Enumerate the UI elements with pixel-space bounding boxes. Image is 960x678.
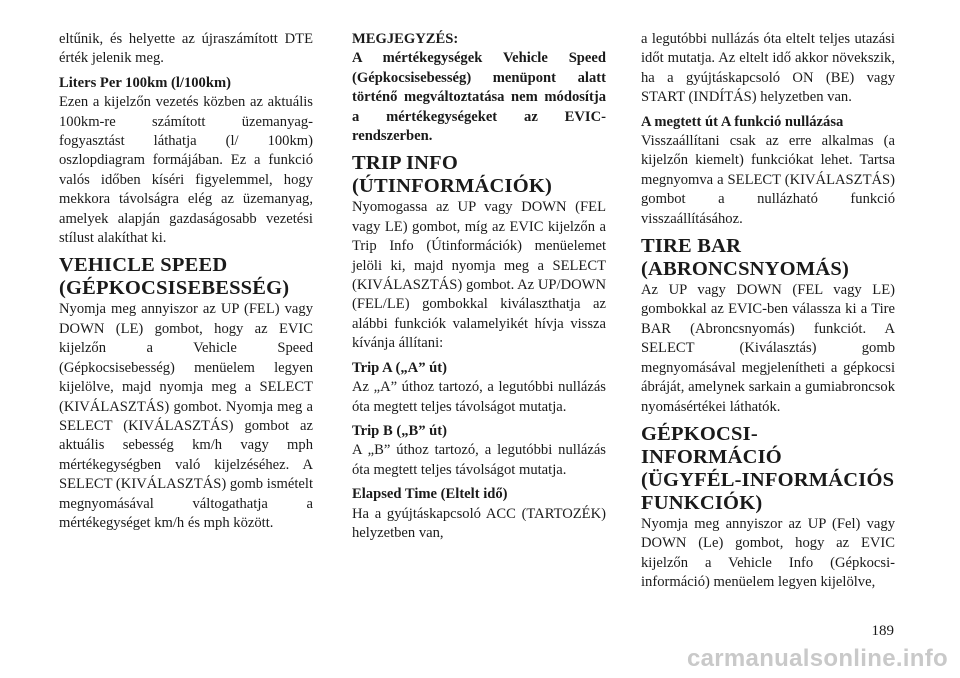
column-middle [352,30,606,548]
trip-a-paragraph: Az „A” úthoz tartozó, a legutóbbi nullázás óta megtett teljes távolságot mutatja. [352,379,606,415]
vehicle-speed-heading-line2: (GÉPKOCSISEBESSÉG) [59,277,290,300]
tire-bar-heading-line1: TIRE BAR [641,235,742,258]
note-heading: MEGJEGYZÉS: [352,31,459,47]
vehicle-info-heading-line1: GÉPKOCSI-INFORMÁCIÓ [641,422,782,468]
liters-per-100km-paragraph: Ezen a kijelzőn vezetés közben az aktuális 100km-re számított üzemanyag-fogyasztást láthatja (l/ 100km) oszlopdiagram formájában. Ez a funkció valós időben kíséri figyelemmel, hogy mekkora távolságra elég az üzemanyag, amelyek alapján gazdaságosabb vezetési stílust alakíthat ki. [59,94,313,247]
trip-info-paragraph: Nyomogassa az UP vagy DOWN (FEL vagy LE) gombot, míg az EVIC kijelzőn a Trip Info (Útinformációk) menüelemet jelöli ki, majd nyomja meg a SELECT (KIVÁLASZTÁS) gombot. Az UP/DOWN (FEL/LE) gombokkal kiválaszthatja az alábbi funkciók valamelyikét hívja vissza kívánja állítani: [352,199,606,352]
page-number: 189 [871,623,894,639]
elapsed-time-continued-paragraph: a legutóbbi nullázás óta eltelt teljes utazási időt mutatja. Az eltelt idő akkor növekszik, ha a gyújtáskapcsoló ON (BE) vagy START (INDÍTÁS) helyzetben van. [641,31,895,106]
tire-bar-paragraph: Az UP vagy DOWN (FEL vagy LE) gombokkal az EVIC-ben válassza ki a Tire BAR (Abroncsnyomás) funkciót. A SELECT (Kiválasztás) gomb megnyomásával megjelenítheti a gépkocsi ábráját, amelynek sarkain a gumiabroncsok nyomásértékei láthatók. [641,282,895,415]
vehicle-info-paragraph: Nyomja meg annyiszor az UP (Fel) vagy DOWN (Le) gombot, hogy az EVIC kijelzőn a Vehicle Info (Gépkocsi-információ) menüelem legyen kijelölve, [641,515,895,591]
trip-info-heading-line2: (ÚTINFORMÁCIÓK) [352,175,553,198]
vehicle-speed-heading-line1: VEHICLE SPEED [59,254,228,277]
elapsed-time-paragraph: Ha a gyújtáskapcsoló ACC (TARTOZÉK) helyzetben van, [352,505,606,541]
vehicle-info-heading-line2: (ÜGYFÉL-INFORMÁCIÓS [641,468,895,491]
reset-heading: A megtett út A funkció nullázása [641,113,844,130]
vehicle-info-heading [641,423,895,515]
vehicle-speed-heading [59,254,313,300]
reset-paragraph: Visszaállítani csak az erre alkalmas (a kijelzőn kiemelt) funkciókat lehet. Tartsa megnyomva a SELECT (KIVÁLASZTÁS) gombot a nullázható funkció visszaállításához. [641,133,895,227]
liters-per-100km-heading: Liters Per 100km (l/100km) [59,74,231,91]
trip-a-heading: Trip A („A” út) [352,359,448,376]
vehicle-speed-paragraph: Nyomja meg annyiszor az UP (FEL) vagy DOWN (LE) gombot, hogy az EVIC kijelzőn a Vehicle Speed (Gépkocsisebesség) menüelem legyen kijelölve, majd nyomja meg a SELECT (KIVÁLASZTÁS) gombot. Nyomja meg a SELECT (KIVÁLASZTÁS) gombot az aktuális sebesség km/h vagy mph mértékegységben való kijelzéséhez. A SELECT (KIVÁLASZTÁS) gomb ismételt megnyomásával váltogathatja a mértékegységet km/h és mph között. [59,301,313,531]
trip-b-heading: Trip B („B” út) [352,422,448,439]
trip-info-heading-line1: TRIP INFO [352,152,459,175]
column-right [641,30,895,598]
tire-bar-heading-line2: (ABRONCSNYOMÁS) [641,258,849,281]
trip-info-heading [352,152,606,198]
vehicle-info-heading-line3: FUNKCIÓK) [641,491,763,514]
tire-bar-heading [641,235,895,281]
watermark-text: carmanualsonline.info [686,645,948,672]
trip-b-paragraph: A „B” úthoz tartozó, a legutóbbi nullázás óta megtett teljes távolságot mutatja. [352,442,606,478]
intro-paragraph: eltűnik, és helyette az újraszámított DTE érték jelenik meg. [59,31,313,67]
elapsed-time-heading: Elapsed Time (Eltelt idő) [352,486,508,503]
note-paragraph: A mértékegységek Vehicle Speed (Gépkocsisebesség) menüpont alatt történő megváltoztatása nem módosítja a mértékegységeket az EVIC-rendszerben. [352,50,606,145]
column-left [59,30,313,538]
